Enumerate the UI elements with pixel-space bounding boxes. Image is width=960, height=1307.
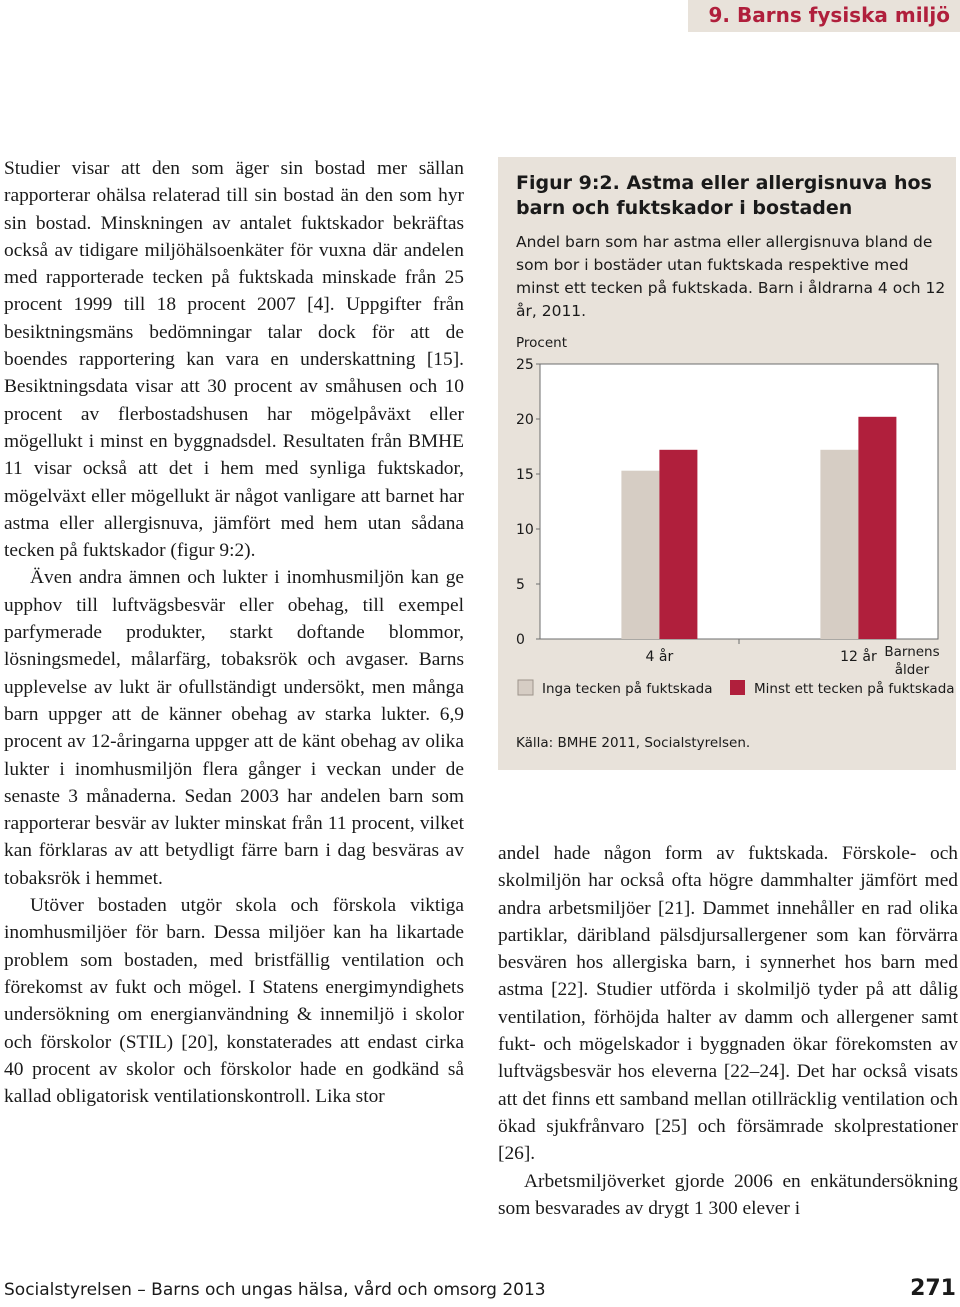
bar bbox=[659, 450, 697, 639]
bar bbox=[820, 450, 858, 639]
legend-label: Inga tecken på fuktskada bbox=[542, 681, 713, 697]
y-tick-label: 15 bbox=[516, 467, 534, 483]
figure-source: Källa: BMHE 2011, Socialstyrelsen. bbox=[516, 735, 751, 751]
chapter-header bbox=[0, 0, 960, 32]
y-tick-label: 25 bbox=[516, 357, 534, 373]
figure-title: Figur 9:2. Astma eller allergisnuva hos barn och fuktskador i bostaden bbox=[516, 172, 932, 219]
bar bbox=[858, 417, 896, 639]
x-axis-label: Barnens ålder bbox=[884, 644, 940, 678]
paragraph: andel hade någon form av fuktskada. Förskole- och skolmiljön har också ofta högre dammhalter jämfört med andra arbetsmiljöer [21]. Dammet innehåller en rad olika partiklar, däribland pälsdjursallergener som kan förvärra besvären hos allergiska barn, i synnerhet hos barn med astma [22]. Studier utförda i skolmiljö tyder på att dålig ventilation, förhöjda halter av damm och allergener samt fukt- och mögelskador i byggnaden ökar förekomsten av luftvägsbesvär hos eleverna [22–24]. Det har också visats att det finns ett samband mellan otillräcklig ventilation och ökad sjukfrånvaro [25] och försämrade skolprestationer [26]. bbox=[498, 843, 958, 1165]
page-footer bbox=[4, 1276, 956, 1306]
page-number: 271 bbox=[910, 1276, 956, 1301]
figure-box bbox=[498, 157, 956, 770]
paragraph: Utöver bostaden utgör skola och förskola viktiga inomhusmiljöer för barn. Dessa miljöer kan ha likartade problem som bostaden, med bristfällig ventilation och förekomst av fukt och mögel. I Statens energimyndighets undersökning om energianvändning & innemiljö i skolor och förskolor (STIL) [20], konstaterades att endast cirka 40 procent av skolor och förskolor hade en godkänd så kallad obligatorisk ventilationskontroll. Lika stor bbox=[4, 895, 464, 1108]
y-tick-label: 5 bbox=[516, 577, 525, 593]
paragraph: Studier visar att den som äger sin bostad mer sällan rapporterar ohälsa relaterad till sin bostad än den som hyr sin bostad. Minskningen av antalet fuktskador bekräftas också av tidigare miljöhälsoenkäter för vuxna där andelen med rapporterade tecken på fuktskada minskade från 25 procent 1999 till 18 procent 2007 [4]. Uppgifter från besiktningsmäns bedömningar talar dock för att de boendes rapportering kan vara en underskattning [15]. Besiktningsdata visar att 30 procent av småhusen och 10 procent av flerbostadshusen har mögelpåväxt eller mögellukt i minst en byggnadsdel. Resultaten från BMHE 11 visar också att det i hem med synliga fuktskador, mögelväxt eller mögellukt är något vanligare att barnet har astma eller allergisnuva, jämfört med hem utan sådana tecken på fuktskador (figur 9:2). bbox=[4, 158, 464, 562]
x-tick-label: 12 år bbox=[840, 649, 877, 665]
left-text-column bbox=[4, 155, 464, 1110]
legend-label: Minst ett tecken på fuktskada bbox=[754, 681, 955, 697]
x-tick-label: 4 år bbox=[645, 649, 674, 665]
y-tick-label: 0 bbox=[516, 632, 525, 648]
bar bbox=[621, 471, 659, 639]
y-tick-label: 10 bbox=[516, 522, 534, 538]
paragraph: Arbetsmiljöverket gjorde 2006 en enkätundersökning som besvarades av drygt 1 300 elever i bbox=[498, 1170, 958, 1219]
legend-swatch bbox=[518, 680, 533, 695]
right-text-column bbox=[498, 840, 958, 1222]
legend-swatch bbox=[730, 680, 745, 695]
y-tick-label: 20 bbox=[516, 412, 534, 428]
paragraph: Även andra ämnen och lukter i inomhusmiljön kan ge upphov till luftvägsbesvär eller obehag, till exempel parfymerade produkter, starkt doftande blommor, lösningsmedel, målarfärg, tobaksrök och avgaser. Barns upplevelse av lukt är ofullständigt undersökt, men många barn uppger att de känner obehag av starka lukter. 6,9 procent av 12-åringarna uppger att de känt obehag av olika lukter i inomhusmiljön flera gånger i veckan under de senaste 3 månaderna. Sedan 2003 har andelen barn som rapporterar besvär av lukter minskat från 11 procent, vilket kan förklaras av att betydligt färre barn i dag besväras av tobaksrök i hemmet. bbox=[4, 567, 464, 889]
y-axis-label: Procent bbox=[516, 335, 567, 351]
chapter-title: 9. Barns fysiska miljö bbox=[708, 3, 950, 27]
bar-chart bbox=[498, 157, 956, 770]
figure-description: Andel barn som har astma eller allergisnuva bland de som bor i bostäder utan fuktskada respektive med minst ett tecken på fuktskada. Barn i åldrarna 4 och 12 år, 2011. bbox=[516, 233, 946, 320]
footer-publication: Socialstyrelsen – Barns och ungas hälsa, vård och omsorg 2013 bbox=[4, 1280, 546, 1300]
